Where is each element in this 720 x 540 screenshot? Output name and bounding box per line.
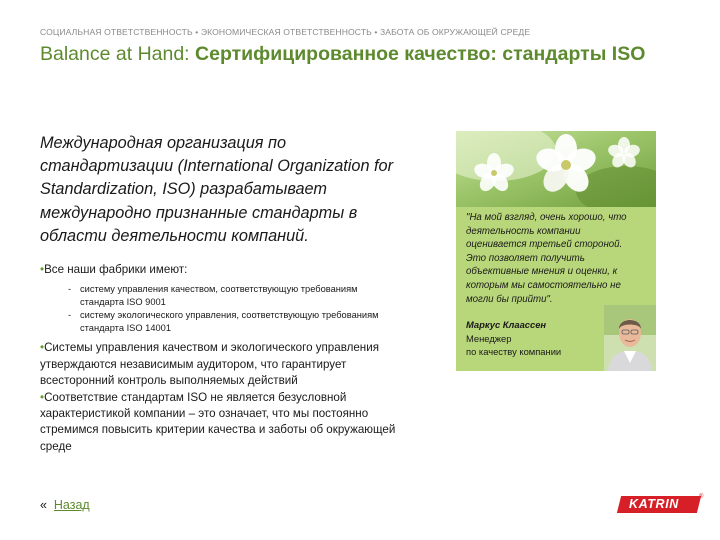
intro-text (40, 132, 450, 248)
bullet-text: Соответствие стандартам ISO не является безусловной (44, 390, 347, 404)
back-link-label[interactable]: Назад (53, 498, 90, 512)
back-arrow-icon: « (40, 498, 47, 512)
bullet-text: стремимся повысить критерии качества и заботы об окружающей (40, 423, 396, 437)
page-title (40, 41, 700, 68)
registered-mark-icon: ® (699, 494, 704, 500)
intro-line: Международная организация по (40, 134, 287, 152)
sub-item-line: систему управления качеством, соответствующую требованиям (80, 284, 358, 295)
breadcrumb-topbar: СОЦИАЛЬНАЯ ОТВЕТСТВЕННОСТЬ • ЭКОНОМИЧЕСКАЯ ОТВЕТСТВЕННОСТЬ • ЗАБОТА ОБ ОКРУЖАЮЩЕЙ СРЕДЕ (40, 27, 531, 37)
katrin-logo (619, 494, 704, 513)
quote-line: Это позволяет получить (466, 252, 585, 264)
bullet-text: утверждаются независимым аудитором, что гарантирует (40, 357, 347, 371)
bullet-icon: • (40, 390, 45, 404)
quote-line: могли бы прийти". (466, 293, 553, 305)
page-title-main: Сертифицированное качество: стандарты ISO (195, 43, 646, 65)
dash-icon: - (68, 284, 72, 295)
sub-list-item (68, 283, 450, 309)
person-name: Маркус Клаассен (466, 319, 547, 330)
bullet-text: среде (40, 439, 72, 453)
person-photo (604, 305, 656, 371)
bullet-text: Все наши фабрики имеют: (44, 263, 188, 276)
intro-line: области деятельности компаний. (40, 226, 309, 245)
flower-image-art (456, 131, 656, 207)
quote-text (466, 211, 652, 306)
bullet-text: Системы управления качеством и экологического управления (44, 341, 379, 355)
bullet-item-audit (40, 340, 450, 389)
person-role: Менеджер (466, 333, 512, 344)
sub-item-line: систему экологического управления, соответствующую требованиям (80, 310, 379, 321)
back-link[interactable] (40, 498, 90, 512)
sub-item-line: стандарта ISO 14001 (80, 323, 172, 334)
dash-icon: - (68, 310, 72, 321)
bullet-text: всесторонний контроль выполняемых действий (40, 374, 298, 388)
sub-list-item (68, 309, 450, 335)
logo-text: KATRIN (629, 497, 679, 511)
intro-line: Standardization, ISO) разрабатывает (40, 180, 327, 199)
intro-line: международно признанные стандарты в (40, 203, 358, 222)
person-role: по качеству компании (466, 346, 562, 357)
sub-item-line: стандарта ISO 9001 (80, 297, 166, 308)
bullet-item-iso (40, 390, 450, 456)
quote-line: "На мой взгляд, очень хорошо, что (466, 212, 627, 223)
quote-line: которым мы самостоятельно не (466, 279, 621, 291)
intro-line: стандартизации (International Organization for (40, 157, 394, 176)
bullet-icon: • (40, 341, 45, 355)
bullet-item-factories (40, 262, 450, 278)
bullet-icon: • (40, 263, 45, 276)
quote-line: деятельность компании (466, 225, 581, 237)
bullet-text: характеристикой компании – это означает, что мы постоянно (40, 407, 369, 421)
page-title-prefix: Balance at Hand: (40, 43, 196, 65)
quote-line: оценивается третьей стороной. (466, 239, 623, 251)
quote-line: объективные мнения и оценки, к (466, 266, 618, 278)
body-text (40, 262, 450, 455)
sub-list (68, 283, 450, 335)
flower-image (456, 131, 656, 207)
person-photo-art (604, 305, 656, 371)
